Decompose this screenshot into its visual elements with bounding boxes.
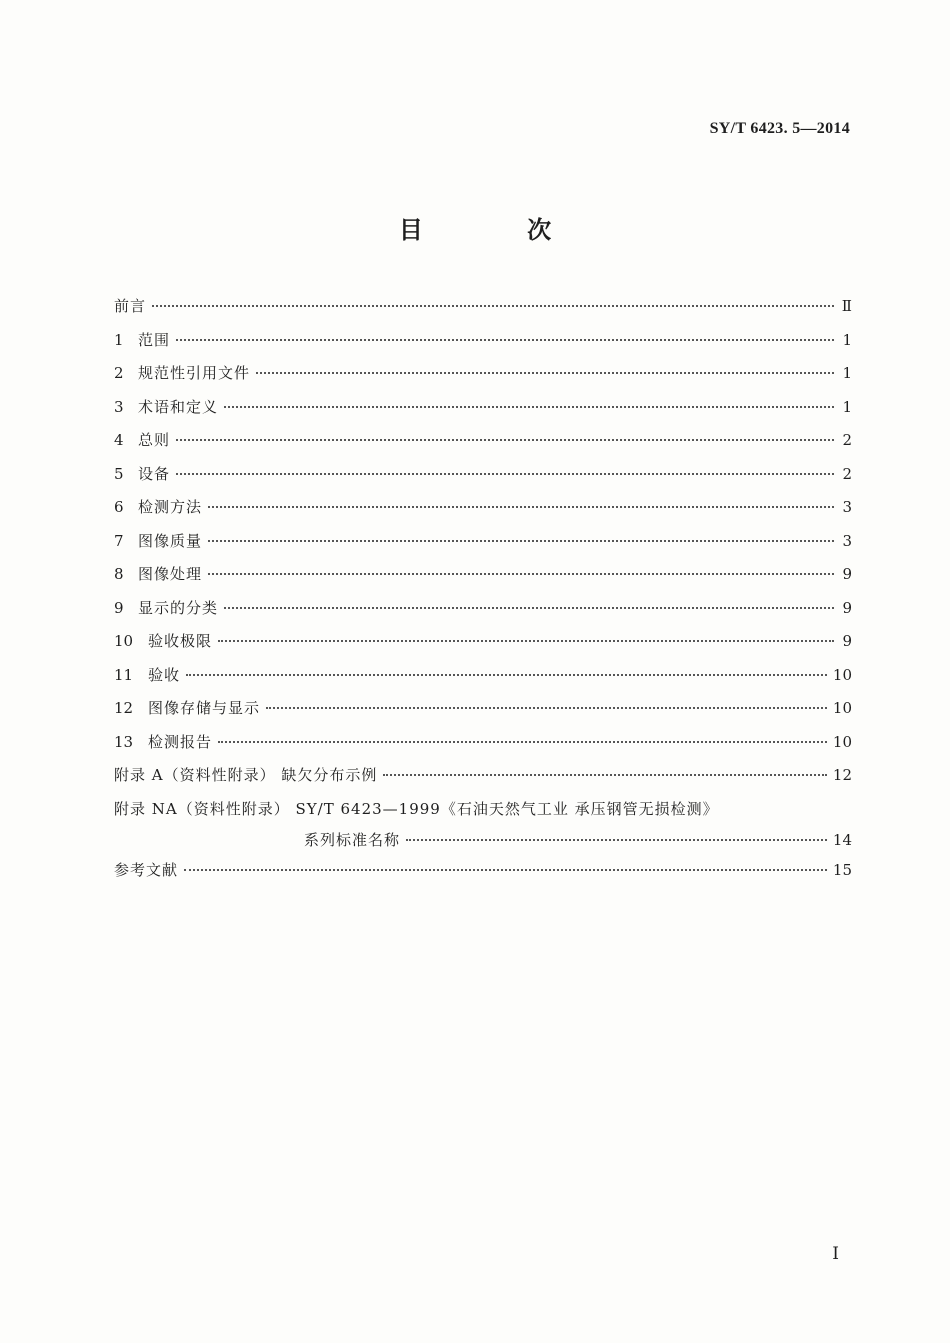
toc-number: 9 (114, 598, 124, 617)
standard-code: SY/T 6423. 5—2014 (709, 120, 850, 137)
toc-entry-4[interactable] (114, 424, 852, 458)
toc-number: 8 (114, 565, 124, 583)
toc-page-number: 1 (842, 397, 852, 416)
toc-entry-6[interactable] (114, 491, 852, 525)
toc-label-continuation: 系列标准名称 (304, 831, 401, 849)
toc-entry-annex-a[interactable] (114, 759, 852, 793)
dot-leader (176, 472, 834, 475)
toc-entry-annex-na[interactable] (114, 793, 852, 855)
toc-label: 范围 (138, 330, 171, 349)
toc-number: 3 (114, 397, 124, 416)
toc-label: 显示的分类 (138, 598, 219, 617)
toc-entry-5[interactable] (114, 458, 852, 492)
toc-page-number: 3 (842, 498, 852, 516)
toc-label: 术语和定义 (138, 397, 219, 416)
toc-label: 检测方法 (138, 498, 203, 516)
dot-leader (208, 572, 834, 575)
dot-leader (266, 706, 827, 709)
toc-number: 11 (114, 665, 134, 684)
toc-page-number: Ⅱ (841, 297, 852, 315)
dot-leader (224, 606, 834, 609)
toc-number: 2 (114, 364, 124, 382)
toc-number: 7 (114, 531, 124, 550)
page-number: I (832, 1244, 839, 1264)
toc-entry-3[interactable] (114, 391, 852, 425)
dot-leader (186, 673, 827, 676)
dot-leader (208, 539, 834, 542)
toc-entry-9[interactable] (114, 592, 852, 626)
toc-label: 图像处理 (138, 565, 203, 583)
toc-label: 参考文献 (114, 861, 179, 879)
dot-leader (256, 371, 834, 374)
toc-number: 4 (114, 431, 124, 449)
toc-label: 验收极限 (148, 632, 213, 650)
toc-entry-1[interactable] (114, 324, 852, 358)
toc-page-number: 9 (842, 632, 852, 650)
toc-label: 规范性引用文件 (138, 364, 251, 382)
dot-leader (176, 438, 834, 441)
toc-label: 设备 (138, 464, 171, 483)
toc-number: 5 (114, 464, 124, 483)
toc-entry-11[interactable] (114, 659, 852, 693)
toc-page-number: 9 (842, 598, 852, 617)
toc-number: 12 (114, 699, 134, 717)
toc-label: 检测报告 (148, 732, 213, 751)
toc-label: 附录 NA（资料性附录） SY/T 6423—1999《石油天然气工业 承压钢管无损检测》 (114, 799, 719, 818)
dot-leader (152, 304, 834, 307)
toc-page-number: 10 (832, 665, 852, 684)
toc-number: 13 (114, 732, 134, 751)
toc-label: 总则 (138, 431, 171, 449)
toc-page-number: 2 (842, 431, 852, 449)
toc-page-number: 12 (832, 766, 852, 784)
toc-label: 图像质量 (138, 531, 203, 550)
toc-page-number: 1 (842, 364, 852, 382)
toc-entry-8[interactable] (114, 558, 852, 592)
toc-page-number: 10 (832, 699, 852, 717)
toc-page-number: 14 (832, 831, 852, 849)
toc-number: 1 (114, 330, 124, 349)
toc-entry-10[interactable] (114, 625, 852, 659)
toc-row (114, 793, 852, 827)
dot-leader (218, 639, 834, 642)
table-of-contents (114, 290, 852, 888)
toc-page-number: 15 (832, 861, 852, 879)
page-title: 目 次 (398, 215, 600, 244)
dot-leader (383, 773, 827, 776)
toc-page-number: 2 (842, 464, 852, 483)
toc-entry-12[interactable] (114, 692, 852, 726)
dot-leader (224, 405, 834, 408)
toc-entry-7[interactable] (114, 525, 852, 559)
toc-label: 附录 A（资料性附录） 缺欠分布示例 (114, 766, 378, 784)
toc-entry-13[interactable] (114, 726, 852, 760)
toc-number: 6 (114, 498, 124, 516)
toc-entry-2[interactable] (114, 357, 852, 391)
dot-leader (176, 338, 834, 341)
toc-number: 10 (114, 632, 134, 650)
toc-page-number: 9 (842, 565, 852, 583)
toc-label: 图像存储与显示 (148, 699, 261, 717)
toc-label: 前言 (114, 297, 147, 315)
toc-entry-references[interactable] (114, 854, 852, 888)
dot-leader (218, 740, 827, 743)
dot-leader (406, 838, 827, 841)
toc-page-number: 3 (842, 531, 852, 550)
toc-label: 验收 (148, 665, 181, 684)
toc-entry-foreword[interactable] (114, 290, 852, 324)
toc-page-number: 10 (832, 732, 852, 751)
toc-page-number: 1 (842, 330, 852, 349)
toc-row-continuation (114, 826, 852, 854)
dot-leader (208, 505, 834, 508)
dot-leader (184, 868, 827, 871)
